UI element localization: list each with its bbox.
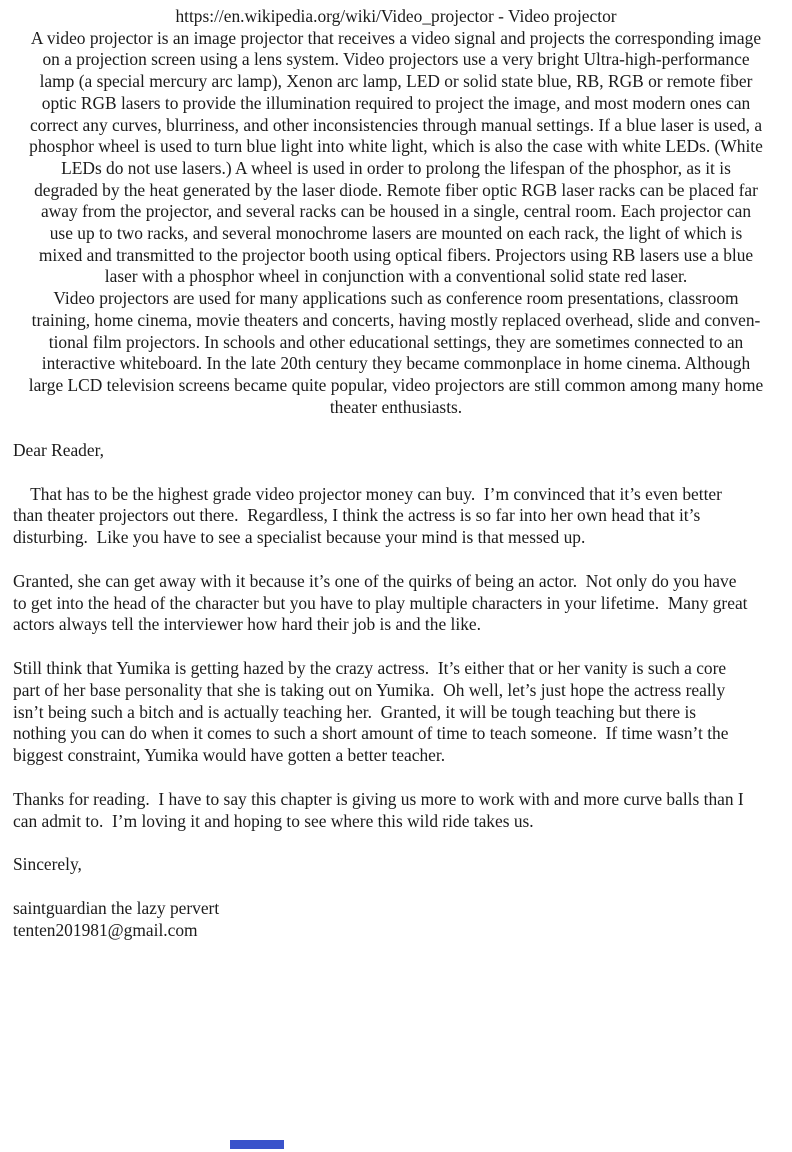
signature-block: [13, 898, 781, 942]
text-line: part of her base personality that she is taking out on Yumika. Oh well, let’s just hope the actress really: [13, 679, 726, 700]
salutation: Dear Reader,: [13, 440, 105, 460]
text-line: mixed and transmitted to the projector booth using optical fibers. Projectors using RB lasers use a blue: [38, 244, 754, 265]
text-line: Still think that Yumika is getting hazed by the crazy actress. It’s either that or her vanity is such a core: [13, 657, 727, 678]
text-line: training, home cinema, movie theaters and concerts, having mostly replaced overhead, slide and conven-: [31, 309, 761, 330]
text-line: theater enthusiasts.: [329, 396, 463, 417]
text-line: LEDs do not use lasers.) A wheel is used in order to prolong the lifespan of the phosphor, as it is: [61, 157, 731, 178]
wiki-paragraph-applications: [0, 288, 792, 418]
text-line: disturbing. Like you have to see a specialist because your mind is that messed up.: [13, 527, 586, 548]
wiki-paragraph-projector-tech: [0, 28, 792, 288]
text-line: correct any curves, blurriness, and other inconsistencies through manual settings. If a blue laser is used, a: [29, 114, 763, 135]
text-line: A video projector is an image projector that receives a video signal and projects the corresponding image: [30, 27, 762, 48]
blue-artifact-bar: [230, 1140, 284, 1149]
text-line: can admit to. I’m loving it and hoping to see where this wild ride takes us.: [13, 810, 534, 831]
text-line: Granted, she can get away with it because it’s one of the quirks of being an actor. Not only do you have: [13, 570, 737, 591]
text-line: use up to two racks, and several monochrome lasers are mounted on each rack, the light of which is: [49, 223, 743, 244]
text-line: optic RGB lasers to provide the illumination required to project the image, and most modern ones can: [41, 92, 751, 113]
text-line: laser with a phosphor wheel in conjunction with a conventional solid state red laser.: [104, 266, 688, 287]
letter-paragraph-actor-quirks: [13, 571, 781, 636]
text-line: away from the projector, and several racks can be housed in a single, central room. Each projector can: [40, 201, 752, 222]
text-line: Video projectors are used for many applications such as conference room presentations, classroom: [53, 288, 739, 309]
text-line: tional film projectors. In schools and other educational settings, they are sometimes connected to an: [48, 331, 744, 352]
letter-paragraph-thanks: [13, 789, 781, 833]
text-line: tenten201981@gmail.com: [13, 919, 198, 940]
text-line: lamp (a special mercury arc lamp), Xenon arc lamp, LED or solid state blue, RB, RGB or remote fiber: [39, 71, 753, 92]
text-line: degraded by the heat generated by the laser diode. Remote fiber optic RGB laser racks can be placed far: [34, 179, 758, 200]
source-url-title: https://en.wikipedia.org/wiki/Video_projector - Video projector: [175, 6, 617, 26]
reader-letter-section: [13, 440, 781, 941]
closing: Sincerely,: [13, 854, 82, 875]
text-line: to get into the head of the character but you have to play multiple characters in your lifetime. Many great: [13, 592, 748, 613]
text-line: on a projection screen using a lens system. Video projectors use a very bright Ultra-high-performance: [42, 49, 750, 70]
text-line: actors always tell the interviewer how hard their job is and the like.: [13, 614, 481, 635]
text-line: isn’t being such a bitch and is actually teaching her. Granted, it will be tough teaching but there is: [13, 701, 697, 722]
text-line: phosphor wheel is used to turn blue light into white light, which is also the case with white LEDs. (White: [29, 136, 763, 157]
text-line: than theater projectors out there. Regardless, I think the actress is so far into her own head that it’s: [13, 505, 701, 526]
text-line: interactive whiteboard. In the late 20th century they became commonplace in home cinema. Although: [41, 353, 751, 374]
letter-paragraph-yumika-hazing: [13, 658, 781, 767]
text-line: saintguardian the lazy pervert: [13, 897, 220, 918]
text-line: That has to be the highest grade video projector money can buy. I’m convinced that it’s even better: [13, 483, 722, 504]
letter-paragraph-projector-opinion: [13, 484, 781, 549]
wiki-excerpt-section: [0, 6, 792, 418]
text-line: nothing you can do when it comes to such a short amount of time to teach someone. If time wasn’t the: [13, 723, 729, 744]
text-line: Thanks for reading. I have to say this chapter is giving us more to work with and more curve balls than I: [13, 788, 744, 809]
text-line: biggest constraint, Yumika would have gotten a better teacher.: [13, 745, 446, 766]
text-line: large LCD television screens became quite popular, video projectors are still common among many home: [28, 374, 764, 395]
